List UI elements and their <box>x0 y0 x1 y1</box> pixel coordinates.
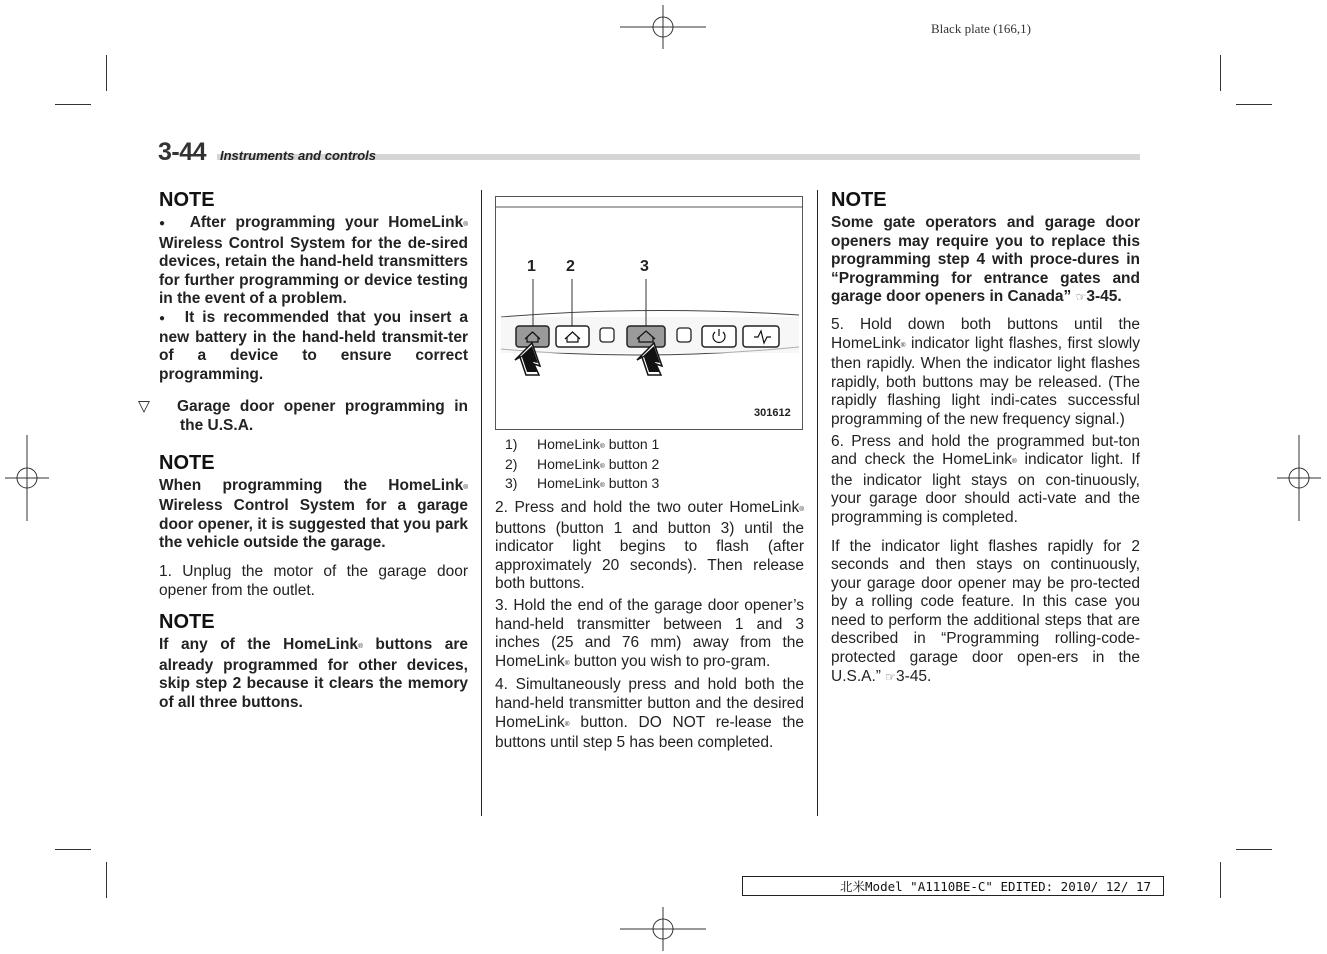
crop-mark <box>1236 104 1272 105</box>
note-heading: NOTE <box>159 611 215 634</box>
note-heading: NOTE <box>159 451 215 474</box>
registration-mark-left <box>5 435 49 521</box>
note-text: If any of the HomeLink® buttons are already programmed for other devices, skip step 2 because it clears the memory of all three buttons. <box>159 636 468 711</box>
registered-mark: ® <box>463 483 468 491</box>
column-separator <box>817 190 818 816</box>
step-2: 2. Press and hold the two outer HomeLink® buttons (button 1 and button 3) until the indicator light begins to flash (after approximately 20 seconds). Then release both buttons. <box>495 499 804 593</box>
triangle-icon: ▽ <box>138 398 150 416</box>
column-right <box>831 189 1140 686</box>
column-separator <box>481 190 482 816</box>
step-6: 6. Press and hold the programmed but-ton and check the HomeLink® indicator light. If the indicator light stays on con-tinuously, your garage door should acti-vate and the programming is completed. <box>831 432 1140 526</box>
column-middle <box>495 499 804 753</box>
bullet-icon: ● <box>159 218 171 229</box>
figure-label-2: 2 <box>566 258 575 275</box>
section-title: Instruments and controls <box>220 148 377 163</box>
footer-edition-box: 北米Model "A1110BE-C" EDITED: 2010/ 12/ 17 <box>742 876 1164 896</box>
registered-mark: ® <box>600 482 605 489</box>
crop-mark <box>106 862 107 898</box>
subheading: ▽ Garage door opener programming in the U.S.A. <box>138 398 468 434</box>
step-5: 5. Hold down both buttons until the HomeLink® indicator light flashes, first slowly then rapidly. When the indicator light flashes rapidly, both buttons may be released. (The rapidly flashing light indi-cates successful programming of the new frequency signal.) <box>831 315 1140 428</box>
registered-mark: ® <box>463 221 468 228</box>
crop-mark <box>106 55 107 91</box>
registration-mark-bottom <box>620 907 706 951</box>
registered-mark: ® <box>600 443 605 450</box>
note-bullet-1: ● After programming your HomeLink® Wireless Control System for the de-sired devices, retain the hand-held transmitters for further programming or device testing in the event of a problem. <box>159 214 468 308</box>
registration-mark-top <box>620 5 706 49</box>
figure-label-3: 3 <box>640 258 649 275</box>
page-reference[interactable]: 3-45. <box>1086 288 1122 306</box>
figure-captions <box>495 436 803 495</box>
crop-mark <box>1220 862 1221 898</box>
registered-mark: ® <box>799 506 804 513</box>
bullet-icon: ● <box>159 312 169 324</box>
homelink-diagram <box>496 197 802 429</box>
registered-mark: ® <box>564 720 570 728</box>
registration-mark-right <box>1277 435 1321 521</box>
reference-icon: ☞ <box>885 669 897 684</box>
rolling-code-paragraph: If the indicator light flashes rapidly for 2 seconds and then stays on continuously, your garage door opener may be pro-tected by a rolling code feature. In this case you need to perform the additional steps that are described in “Programming rolling-code-protected garage door open-ers in the U.S.A.” ☞3-45. <box>831 537 1140 685</box>
caption-3: 3) HomeLink® button 3 <box>505 475 660 491</box>
note-heading: NOTE <box>831 189 887 211</box>
crop-mark <box>55 104 91 105</box>
caption-2: 2) HomeLink® button 2 <box>505 455 660 472</box>
page-number: 3-44 <box>158 138 207 166</box>
registered-mark: ® <box>600 462 605 470</box>
figure-frame <box>495 196 803 430</box>
step-4: 4. Simultaneously press and hold both the hand-held transmitter button and the desired HomeLink® button. DO NOT re-lease the buttons until step 5 has been completed. <box>495 676 804 752</box>
caption-1: 1) HomeLink® button 1 <box>505 436 660 452</box>
figure-label-1: 1 <box>527 258 536 275</box>
page-reference[interactable]: 3-45. <box>896 667 932 685</box>
note-heading: NOTE <box>159 189 215 211</box>
column-left <box>138 189 468 712</box>
crop-mark <box>55 849 91 850</box>
crop-mark <box>1236 849 1272 850</box>
plate-label: Black plate (166,1) <box>931 21 1031 36</box>
note-text: Some gate operators and garage door openers may require you to replace this programming step 4 with proce-dures in “Programming for entrance gates and garage door openers in Canada” ☞3-45. <box>831 214 1140 306</box>
figure-code: 301612 <box>754 407 791 419</box>
note-text: When programming the HomeLink® Wireless Control System for a garage door opener, it is suggested that you park the vehicle outside the garage. <box>159 476 468 552</box>
registered-mark: ® <box>900 341 906 349</box>
note-bullet-2: ● It is recommended that you insert a new battery in the hand-held transmit-ter of a device to ensure correct programming. <box>159 308 468 383</box>
reference-icon: ☞ <box>1075 290 1087 305</box>
step-3: 3. Hold the end of the garage door opener’s hand-held transmitter between 1 and 3 inches (25 and 76 mm) away from the HomeLink® button you wish to pro-gram. <box>495 596 804 670</box>
registered-mark: ® <box>1011 458 1017 466</box>
registered-mark: ® <box>564 659 570 667</box>
registered-mark: ® <box>358 643 363 651</box>
step-1: 1. Unplug the motor of the garage door opener from the outlet. <box>159 562 468 599</box>
crop-mark <box>1220 55 1221 91</box>
